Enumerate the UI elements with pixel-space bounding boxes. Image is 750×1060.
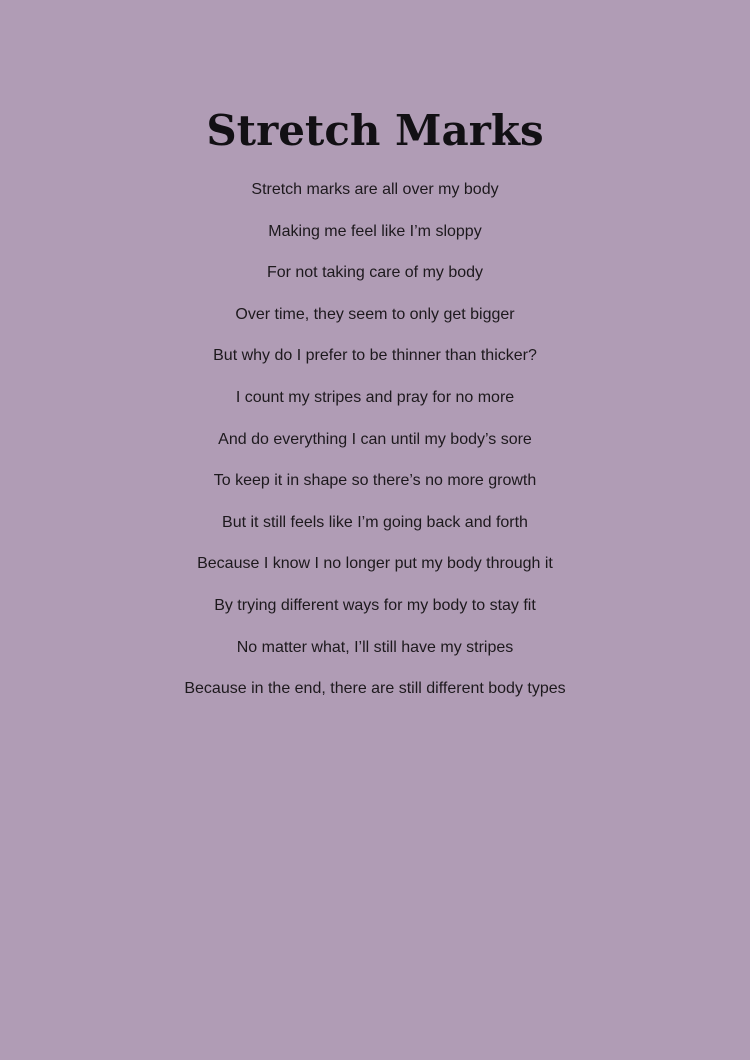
- poem-line: Over time, they seem to only get bigger: [235, 305, 515, 323]
- poem-title: Stretch Marks: [206, 106, 544, 155]
- poem-body: [0, 169, 750, 710]
- poem-line: Because I know I no longer put my body through it: [197, 555, 553, 573]
- poem-line: For not taking care of my body: [266, 264, 484, 282]
- poem-line: And do everything I can until my body’s sore: [218, 430, 532, 448]
- poem-line: I count my stripes and pray for no more: [235, 388, 515, 406]
- poem-line: No matter what, I’ll still have my stripes: [236, 638, 514, 656]
- poem-line: By trying different ways for my body to stay fit: [214, 596, 536, 614]
- poem-line: But why do I prefer to be thinner than thicker?: [213, 347, 537, 365]
- poem-line: Making me feel like I’m sloppy: [268, 222, 482, 240]
- poem-line: To keep it in shape so there’s no more growth: [213, 472, 537, 490]
- poem-line: But it still feels like I’m going back and forth: [222, 513, 528, 531]
- poem-line: Stretch marks are all over my body: [251, 181, 499, 198]
- poem-line: Because in the end, there are still different body types: [184, 680, 566, 698]
